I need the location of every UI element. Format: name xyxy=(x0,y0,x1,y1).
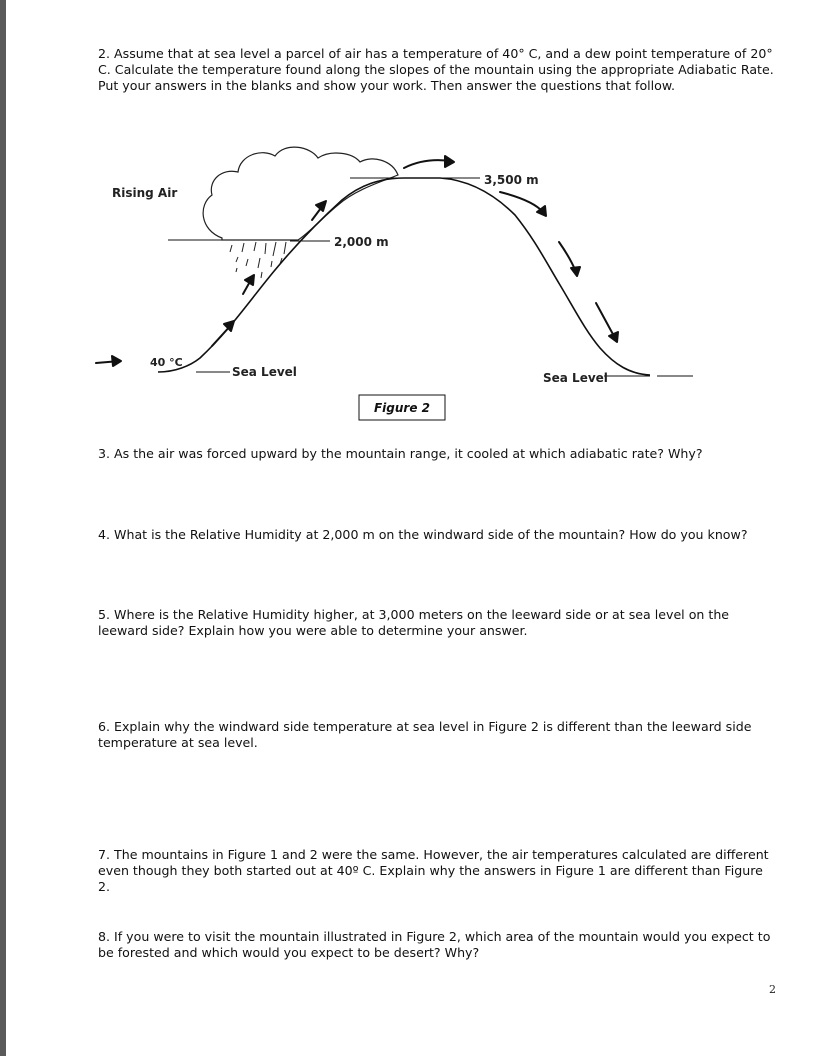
leeward-sea-level-label: Sea Level xyxy=(543,371,608,385)
start-temperature-label: 40 °C xyxy=(150,356,183,369)
question-5: 5. Where is the Relative Humidity higher, at 3,000 meters on the leeward side or at sea level on the leeward side? Explain how you were able to determine your answer. xyxy=(98,607,730,638)
question-3: 3. As the air was forced upward by the mountain range, it cooled at which adiabatic rate? Why? xyxy=(98,446,703,461)
question-7: 7. The mountains in Figure 1 and 2 were the same. However, the air temperatures calculated are different even though they both started out at 40º C. Explain why the answers in Figure 1 are different than Figure 2. xyxy=(98,847,769,894)
question-2: 2. Assume that at sea level a parcel of air has a temperature of 40° C, and a dew point temperature of 20° C. Calculate the temperature found along the slopes of the mountain using the appropriate Adiabatic Rate. Put your answers in the blanks and show your work. Then answer the questions that follow. xyxy=(98,46,774,93)
page-number: 2 xyxy=(769,983,776,996)
summit-elevation-label: 3,500 m xyxy=(484,173,539,187)
rising-air-label: Rising Air xyxy=(112,186,178,200)
question-6: 6. Explain why the windward side temperature at sea level in Figure 2 is different than the leeward side temperature at sea level. xyxy=(98,719,752,750)
mid-elevation-label: 2,000 m xyxy=(334,235,389,249)
windward-sea-level-label: Sea Level xyxy=(232,365,297,379)
cloud-shape xyxy=(203,147,398,240)
question-4: 4. What is the Relative Humidity at 2,000 m on the windward side of the mountain? How do you know? xyxy=(98,527,748,542)
question-8: 8. If you were to visit the mountain illustrated in Figure 2, which area of the mountain would you expect to be forested and which would you expect to be desert? Why? xyxy=(98,929,771,960)
rain-icon xyxy=(230,242,286,278)
figure-caption: Figure 2 xyxy=(373,401,431,415)
